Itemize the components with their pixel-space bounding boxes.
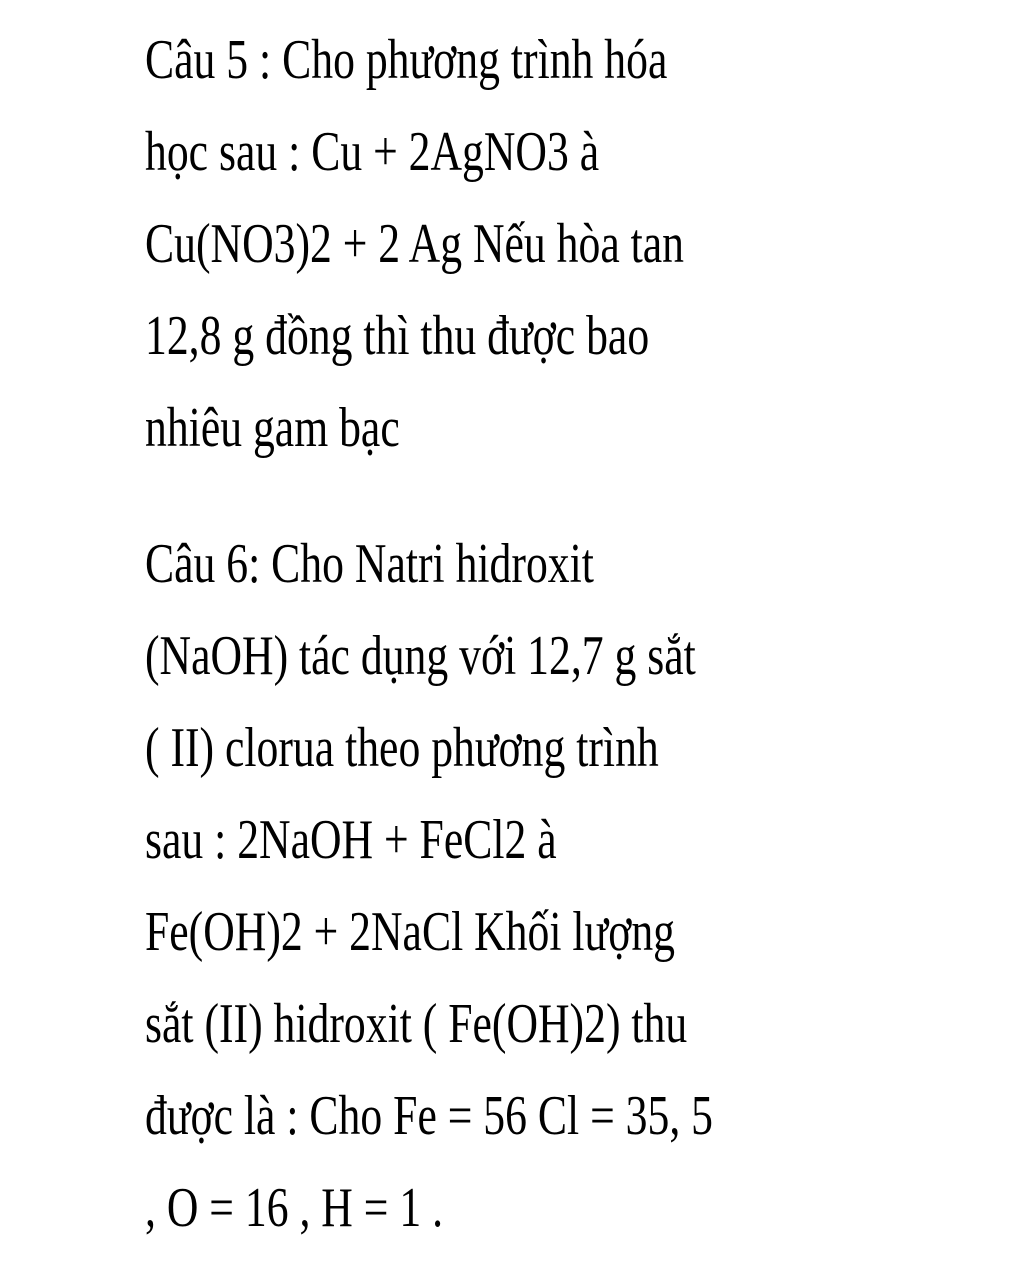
- question-5-line-4: 12,8 g đồng thì thu được bao: [145, 305, 650, 367]
- question-6-line-7: được là : Cho Fe = 56 Cl = 35, 5: [145, 1085, 714, 1147]
- question-5-line-3: Cu(NO3)2 + 2 Ag Nếu hòa tan: [145, 213, 685, 275]
- question-5-line-2: học sau : Cu + 2AgNO3 à: [145, 121, 600, 183]
- question-6-line-3: ( II) clorua theo phương trình: [145, 717, 659, 779]
- question-6-line-6: sắt (II) hidroxit ( Fe(OH)2) thu: [145, 993, 688, 1055]
- question-5-line-5: nhiêu gam bạc: [145, 397, 400, 459]
- question-5-line-1: Câu 5 : Cho phương trình hóa: [145, 29, 668, 91]
- question-6-line-2: (NaOH) tác dụng với 12,7 g sắt: [145, 625, 696, 687]
- question-6-line-4: sau : 2NaOH + FeCl2 à: [145, 809, 557, 871]
- question-6-line-1: Câu 6: Cho Natri hidroxit: [145, 533, 594, 595]
- question-6-line-5: Fe(OH)2 + 2NaCl Khối lượng: [145, 901, 676, 963]
- question-6-line-8: , O = 16 , H = 1 .: [145, 1177, 443, 1239]
